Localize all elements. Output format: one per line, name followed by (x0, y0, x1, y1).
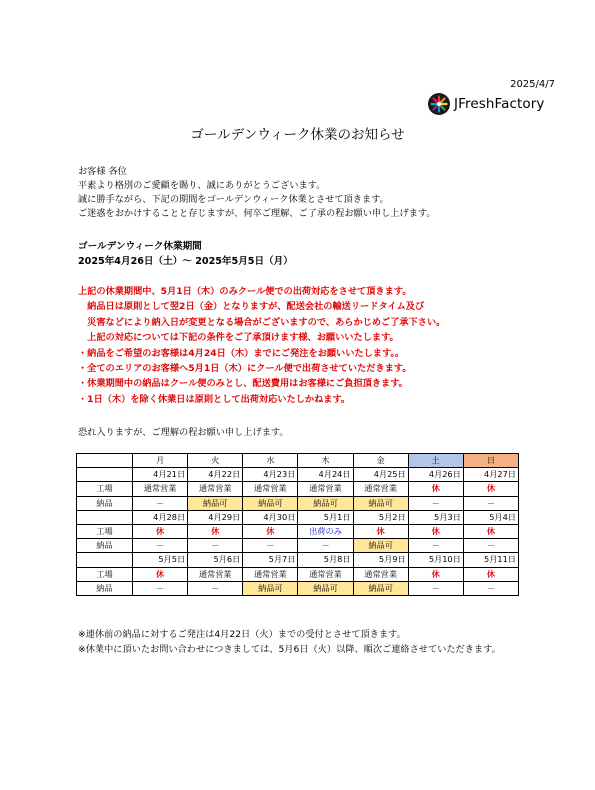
notice-line: ・休業期間中の納品はクール便のみとし、配送費用はお客様にご負担頂きます。 (78, 378, 408, 390)
date-cell: 5月1日 (298, 510, 353, 524)
factory-cell: 休 (463, 567, 518, 581)
delivery-cell: － (188, 581, 243, 595)
date-cell: 5月6日 (188, 553, 243, 567)
table-row (77, 581, 519, 595)
header-sunday: 日 (463, 454, 518, 468)
header-tuesday: 火 (188, 454, 243, 468)
factory-cell: 通常営業 (298, 482, 353, 496)
factory-cell: 通常営業 (298, 567, 353, 581)
date-row-blank (77, 468, 133, 482)
company-logo (428, 93, 545, 115)
delivery-cell: － (463, 581, 518, 595)
date-row-blank (77, 510, 133, 524)
notice-line: ・1日（木）を除く休業日は原則として出荷対応いたしかねます。 (78, 393, 351, 405)
factory-cell: 通常営業 (133, 482, 188, 496)
delivery-cell: 納品可 (298, 496, 353, 510)
delivery-cell: 納品可 (353, 496, 408, 510)
date-row-blank (77, 553, 133, 567)
logo-burst-icon (428, 93, 450, 115)
table-row (77, 496, 519, 510)
factory-cell: 休 (463, 524, 518, 538)
page-title: ゴールデンウィーク休業のお知らせ (190, 127, 405, 143)
header-blank (77, 454, 133, 468)
notice-line: ・全てのエリアのお客様へ5月1日（木）にクール便で出荷させていただきます。 (78, 363, 412, 375)
delivery-cell: － (408, 496, 463, 510)
intro-line: お客様 各位 (78, 166, 127, 177)
delivery-label: 納品 (77, 539, 133, 553)
factory-label: 工場 (77, 524, 133, 538)
date-cell: 4月29日 (188, 510, 243, 524)
table-row (77, 468, 519, 482)
intro-line: ご迷惑をおかけすることと存じますが、何卒ご理解、ご了承の程お願い申し上げます。 (78, 208, 436, 219)
factory-cell: 通常営業 (188, 482, 243, 496)
header-wednesday: 水 (243, 454, 298, 468)
notice-line: 上記の休業期間中、5月1日（木）のみクール便での出荷対応をさせて頂きます。 (78, 286, 412, 297)
factory-cell: 通常営業 (243, 567, 298, 581)
delivery-cell: － (408, 581, 463, 595)
delivery-cell: － (463, 539, 518, 553)
delivery-cell: － (463, 496, 518, 510)
date-cell: 5月7日 (243, 553, 298, 567)
factory-cell: 休 (243, 524, 298, 538)
date-cell: 5月9日 (353, 553, 408, 567)
period-heading: ゴールデンウィーク休業期間 (78, 241, 202, 252)
holiday-calendar-table (76, 453, 519, 596)
table-row (77, 553, 519, 567)
table-row (77, 482, 519, 496)
factory-cell: 休 (133, 524, 188, 538)
delivery-cell: 納品可 (243, 496, 298, 510)
factory-label: 工場 (77, 567, 133, 581)
date-cell: 5月4日 (463, 510, 518, 524)
factory-cell: 通常営業 (353, 482, 408, 496)
factory-cell: 休 (133, 567, 188, 581)
date-cell: 4月22日 (188, 468, 243, 482)
delivery-cell: － (408, 539, 463, 553)
date-cell: 5月8日 (298, 553, 353, 567)
date-cell: 5月10日 (408, 553, 463, 567)
factory-label: 工場 (77, 482, 133, 496)
table-row (77, 567, 519, 581)
shipping-notice (78, 284, 445, 407)
date-cell: 5月11日 (463, 553, 518, 567)
delivery-cell: － (133, 581, 188, 595)
period-range: 2025年4月26日（土）～ 2025年5月5日（月） (78, 256, 293, 267)
factory-cell: 休 (408, 524, 463, 538)
date-cell: 4月25日 (353, 468, 408, 482)
date-cell: 5月3日 (408, 510, 463, 524)
notice-line: ・納品をご希望のお客様は4月24日（木）までにご発注をお願いいたします。。 (78, 347, 405, 359)
date-cell: 4月28日 (133, 510, 188, 524)
factory-cell: 休 (353, 524, 408, 538)
delivery-cell: － (133, 496, 188, 510)
factory-cell: 休 (408, 482, 463, 496)
intro-line: 平素より格別のご愛顧を賜り、誠にありがとうございます。 (78, 180, 326, 191)
date-cell: 4月21日 (133, 468, 188, 482)
notice-line: 納品日は原則として翌2日（金）となりますが、配送会社の輸送リードタイム及び (78, 301, 425, 313)
footnote-line: ※連休前の納品に対するご発注は4月22日（火）までの受付とさせて頂きます。 (78, 629, 406, 640)
delivery-label: 納品 (77, 581, 133, 595)
table-row (77, 539, 519, 553)
notice-line: 災害などにより納入日が変更となる場合がございますので、あらかじめご了承下さい。 (78, 316, 446, 328)
date-cell: 5月5日 (133, 553, 188, 567)
factory-cell: 出荷のみ (298, 524, 353, 538)
logo-text: JFreshFactory (454, 96, 545, 112)
date-cell: 5月2日 (353, 510, 408, 524)
table-row (77, 510, 519, 524)
factory-cell: 休 (408, 567, 463, 581)
delivery-label: 納品 (77, 496, 133, 510)
delivery-cell: 納品可 (243, 581, 298, 595)
factory-cell: 休 (188, 524, 243, 538)
date-cell: 4月27日 (463, 468, 518, 482)
notice-date: 2025/4/7 (510, 79, 555, 90)
holiday-period (78, 239, 293, 269)
closing-text: 恐れ入りますが、ご理解の程お願い申し上げます。 (78, 427, 289, 438)
factory-cell: 休 (463, 482, 518, 496)
table-header-row (77, 454, 519, 468)
intro-line: 誠に勝手ながら、下記の期間をゴールデンウィーク休業とさせて頂きます。 (78, 194, 389, 205)
date-cell: 4月30日 (243, 510, 298, 524)
delivery-cell: － (188, 539, 243, 553)
delivery-cell: 納品可 (353, 539, 408, 553)
header-monday: 月 (133, 454, 188, 468)
delivery-cell: － (243, 539, 298, 553)
header-friday: 金 (353, 454, 408, 468)
header-thursday: 木 (298, 454, 353, 468)
delivery-cell: 納品可 (353, 581, 408, 595)
factory-cell: 通常営業 (243, 482, 298, 496)
date-cell: 4月24日 (298, 468, 353, 482)
delivery-cell: － (133, 539, 188, 553)
footnote-line: ※休業中に頂いたお問い合わせにつきましては、5月6日（火）以降、順次ご連絡させていただきます。 (78, 644, 501, 655)
delivery-cell: － (298, 539, 353, 553)
intro-text (78, 165, 436, 221)
header-saturday: 土 (408, 454, 463, 468)
notice-line: 上記の対応については下記の条件をご了承頂けます様、お願いいたします。 (78, 332, 399, 344)
table-row (77, 524, 519, 538)
delivery-cell: 納品可 (298, 581, 353, 595)
date-cell: 4月23日 (243, 468, 298, 482)
footnotes (78, 627, 501, 657)
delivery-cell: 納品可 (188, 496, 243, 510)
date-cell: 4月26日 (408, 468, 463, 482)
factory-cell: 通常営業 (353, 567, 408, 581)
factory-cell: 通常営業 (188, 567, 243, 581)
